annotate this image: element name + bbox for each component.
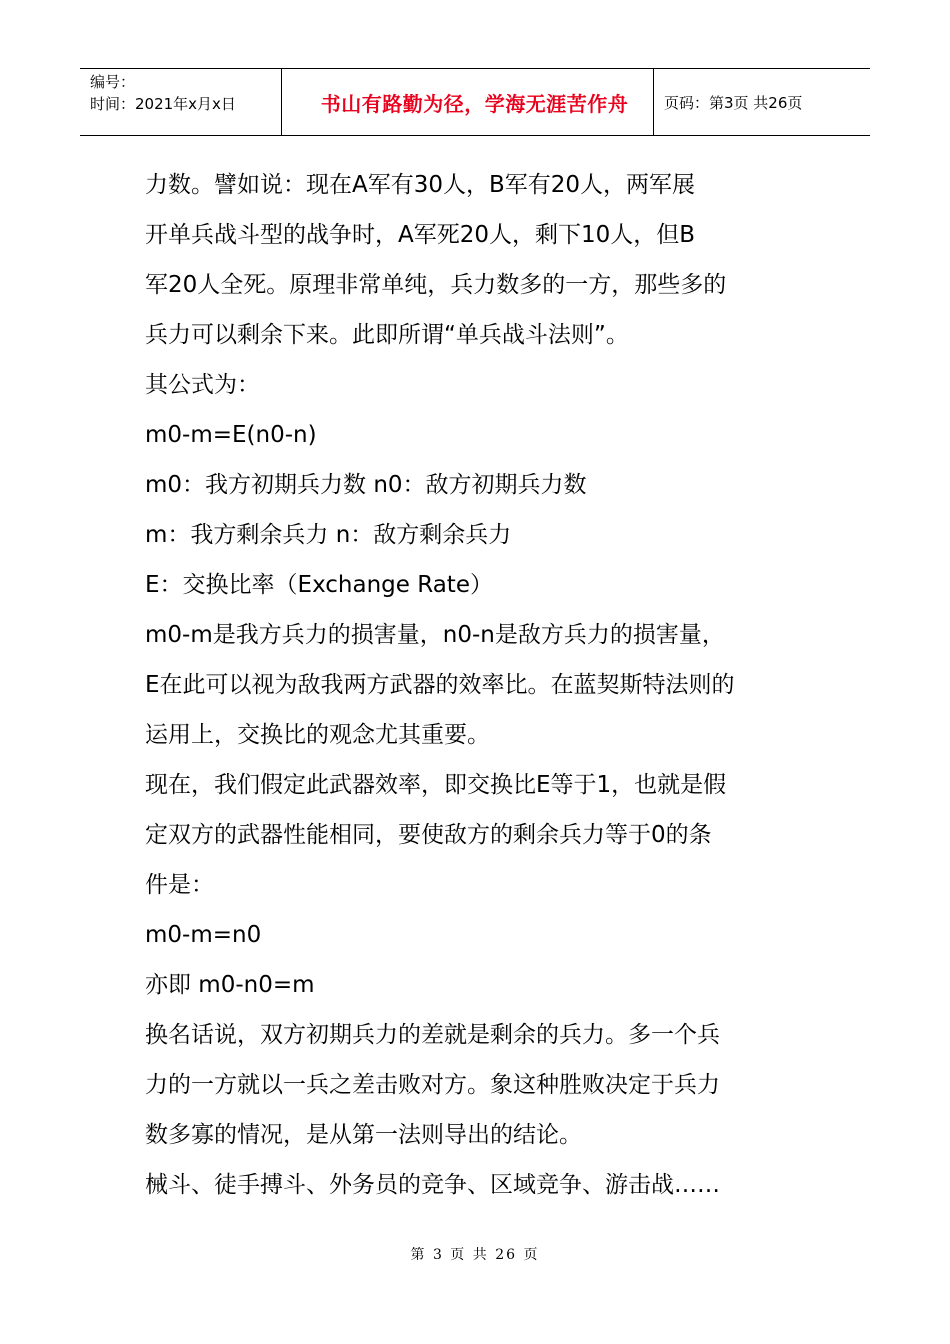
body-line: 件是：	[145, 872, 214, 898]
document-number: 编号：	[90, 73, 136, 91]
document-time: 时间：2021年x月x日	[90, 95, 236, 113]
body-line: 其公式为：	[145, 372, 260, 398]
header-page-info: 页码：第3页 共26页	[664, 93, 803, 112]
body-line: E在此可以视为敌我两方武器的效率比。在蓝契斯特法则的	[145, 672, 735, 698]
header-motto: 书山有路勤为径，学海无涯苦作舟	[320, 91, 629, 116]
body-line: m0-m是我方兵力的损害量，n0-n是敌方兵力的损害量，	[145, 622, 725, 648]
body-line: 力的一方就以一兵之差击败对方。象这种胜败决定于兵力	[145, 1072, 720, 1098]
formula-line: m0-m=n0	[145, 922, 262, 948]
body-line: 定双方的武器性能相同，要使敌方的剩余兵力等于0的条	[145, 822, 712, 848]
formula-line: 亦即 m0-n0=m	[145, 972, 315, 998]
body-line: 械斗、徒手搏斗、外务员的竞争、区域竞争、游击战……	[145, 1172, 720, 1198]
body-line: 现在，我们假定此武器效率，即交换比E等于1，也就是假	[145, 772, 727, 798]
body-line: 兵力可以剩余下来。此即所谓“单兵战斗法则”。	[145, 322, 629, 348]
body-line: 开单兵战斗型的战争时，A军死20人，剩下10人，但B	[145, 222, 696, 248]
formula-line: m0-m=E(n0-n)	[145, 422, 317, 448]
body-line: m0：我方初期兵力数 n0：敌方初期兵力数	[145, 472, 587, 498]
body-line: E：交换比率（Exchange Rate）	[145, 572, 493, 598]
header-meta	[80, 69, 282, 135]
header-motto-cell	[282, 69, 654, 135]
body-line: 力数。譬如说：现在A军有30人，B军有20人，两军展	[145, 172, 696, 198]
body-line: 军20人全死。原理非常单纯，兵力数多的一方，那些多的	[145, 272, 727, 298]
page-footer: 第 3 页 共 26 页	[410, 1247, 540, 1263]
body-line: 数多寡的情况，是从第一法则导出的结论。	[145, 1122, 582, 1148]
body-line: 运用上，交换比的观念尤其重要。	[145, 722, 490, 748]
body-line: 换名话说，双方初期兵力的差就是剩余的兵力。多一个兵	[145, 1022, 720, 1048]
document-body	[145, 160, 825, 1210]
page-header	[80, 68, 870, 136]
header-page-cell	[654, 69, 870, 135]
body-line: m：我方剩余兵力 n：敌方剩余兵力	[145, 522, 512, 548]
